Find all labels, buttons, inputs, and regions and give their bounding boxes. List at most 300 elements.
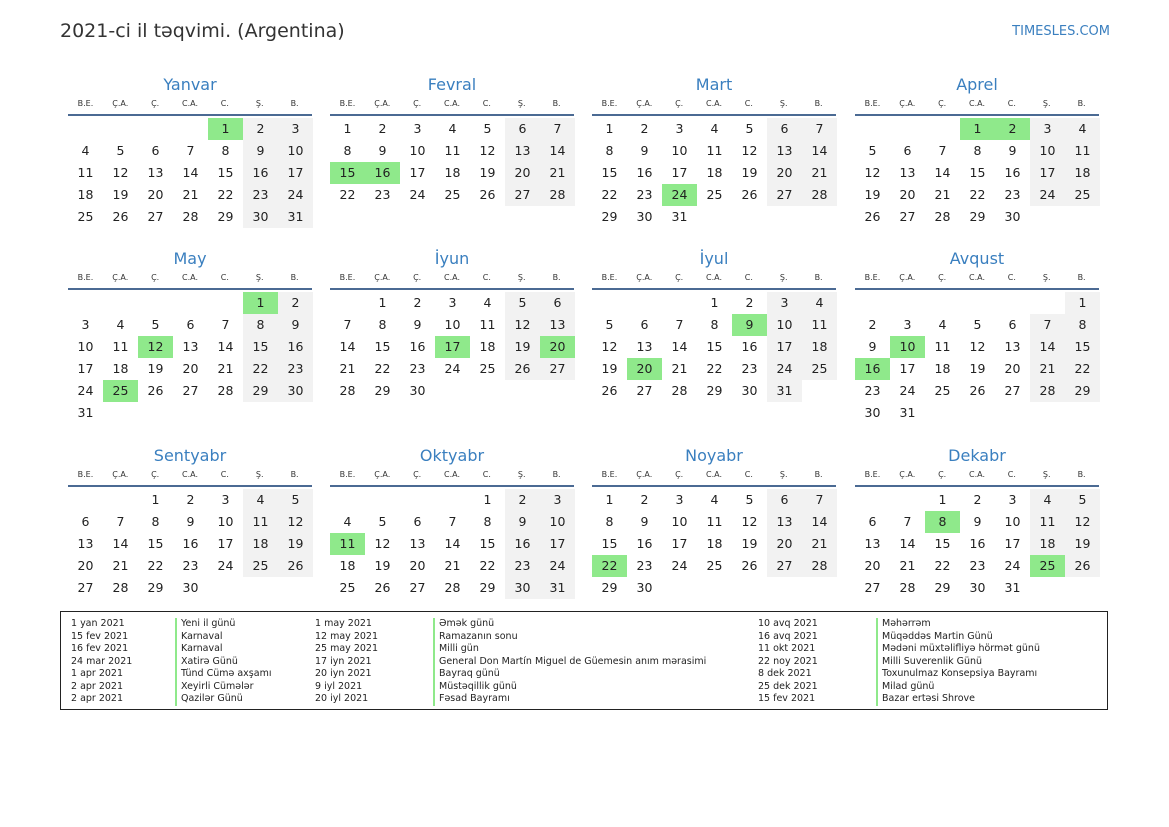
- day-cell[interactable]: 29: [601, 580, 618, 595]
- day-cell[interactable]: 21: [217, 361, 234, 376]
- day-cell[interactable]: 11: [77, 165, 94, 180]
- day-cell[interactable]: 18: [934, 361, 951, 376]
- day-cell[interactable]: 21: [182, 187, 199, 202]
- day-cell[interactable]: 21: [112, 558, 129, 573]
- day-cell[interactable]: 28: [802, 184, 837, 206]
- day-cell[interactable]: 8: [243, 314, 278, 336]
- day-cell[interactable]: 22: [243, 358, 278, 380]
- day-cell[interactable]: 13: [899, 165, 916, 180]
- day-cell[interactable]: 12: [741, 514, 758, 529]
- day-cell[interactable]: 28: [444, 580, 461, 595]
- day-cell[interactable]: 23: [182, 558, 199, 573]
- day-cell[interactable]: 16: [969, 536, 986, 551]
- day-cell[interactable]: 9: [505, 511, 540, 533]
- day-cell[interactable]: 28: [671, 383, 688, 398]
- day-cell[interactable]: 5: [745, 121, 754, 136]
- day-cell[interactable]: 16: [409, 339, 426, 354]
- day-cell[interactable]: 14: [802, 511, 837, 533]
- day-cell[interactable]: 11: [934, 339, 951, 354]
- day-cell[interactable]: 16: [243, 162, 278, 184]
- day-cell[interactable]: 18: [706, 165, 723, 180]
- holiday-day-cell[interactable]: 17: [435, 336, 470, 358]
- day-cell[interactable]: 18: [706, 536, 723, 551]
- day-cell[interactable]: 24: [217, 558, 234, 573]
- day-cell[interactable]: 14: [671, 339, 688, 354]
- day-cell[interactable]: 25: [706, 187, 723, 202]
- day-cell[interactable]: 5: [605, 317, 614, 332]
- day-cell[interactable]: 26: [601, 383, 618, 398]
- day-cell[interactable]: 28: [540, 184, 575, 206]
- day-cell[interactable]: 17: [899, 361, 916, 376]
- day-cell[interactable]: 25: [802, 358, 837, 380]
- day-cell[interactable]: 24: [1004, 558, 1021, 573]
- day-cell[interactable]: 18: [112, 361, 129, 376]
- day-cell[interactable]: 17: [77, 361, 94, 376]
- day-cell[interactable]: 7: [540, 118, 575, 140]
- day-cell[interactable]: 7: [802, 118, 837, 140]
- day-cell[interactable]: 29: [601, 209, 618, 224]
- day-cell[interactable]: 13: [540, 314, 575, 336]
- day-cell[interactable]: 15: [147, 536, 164, 551]
- day-cell[interactable]: 5: [378, 514, 387, 529]
- day-cell[interactable]: 30: [278, 380, 313, 402]
- day-cell[interactable]: 5: [151, 317, 160, 332]
- day-cell[interactable]: 20: [409, 558, 426, 573]
- day-cell[interactable]: 8: [1065, 314, 1100, 336]
- day-cell[interactable]: 3: [81, 317, 90, 332]
- day-cell[interactable]: 14: [1030, 336, 1065, 358]
- holiday-day-cell[interactable]: 11: [330, 533, 365, 555]
- day-cell[interactable]: 10: [77, 339, 94, 354]
- day-cell[interactable]: 29: [706, 383, 723, 398]
- day-cell[interactable]: 22: [969, 187, 986, 202]
- day-cell[interactable]: 28: [899, 580, 916, 595]
- day-cell[interactable]: 10: [540, 511, 575, 533]
- day-cell[interactable]: 23: [969, 558, 986, 573]
- day-cell[interactable]: 3: [675, 121, 684, 136]
- day-cell[interactable]: 12: [505, 314, 540, 336]
- day-cell[interactable]: 13: [1004, 339, 1021, 354]
- day-cell[interactable]: 25: [479, 361, 496, 376]
- day-cell[interactable]: 11: [112, 339, 129, 354]
- day-cell[interactable]: 16: [278, 336, 313, 358]
- day-cell[interactable]: 5: [505, 292, 540, 314]
- day-cell[interactable]: 2: [378, 121, 387, 136]
- day-cell[interactable]: 6: [868, 514, 877, 529]
- day-cell[interactable]: 19: [147, 361, 164, 376]
- day-cell[interactable]: 30: [636, 580, 653, 595]
- day-cell[interactable]: 17: [409, 165, 426, 180]
- day-cell[interactable]: 4: [1065, 118, 1100, 140]
- day-cell[interactable]: 19: [505, 336, 540, 358]
- day-cell[interactable]: 14: [540, 140, 575, 162]
- day-cell[interactable]: 8: [378, 317, 387, 332]
- holiday-day-cell[interactable]: 25: [1030, 555, 1065, 577]
- day-cell[interactable]: 20: [1004, 361, 1021, 376]
- day-cell[interactable]: 2: [413, 295, 422, 310]
- day-cell[interactable]: 3: [540, 489, 575, 511]
- day-cell[interactable]: 15: [243, 336, 278, 358]
- day-cell[interactable]: 11: [802, 314, 837, 336]
- day-cell[interactable]: 30: [182, 580, 199, 595]
- day-cell[interactable]: 8: [483, 514, 492, 529]
- day-cell[interactable]: 2: [973, 492, 982, 507]
- day-cell[interactable]: 23: [505, 555, 540, 577]
- day-cell[interactable]: 20: [864, 558, 881, 573]
- day-cell[interactable]: 10: [1004, 514, 1021, 529]
- day-cell[interactable]: 12: [969, 339, 986, 354]
- day-cell[interactable]: 20: [147, 187, 164, 202]
- day-cell[interactable]: 1: [938, 492, 947, 507]
- day-cell[interactable]: 8: [605, 514, 614, 529]
- day-cell[interactable]: 31: [671, 209, 688, 224]
- day-cell[interactable]: 8: [343, 143, 352, 158]
- day-cell[interactable]: 2: [745, 295, 754, 310]
- day-cell[interactable]: 31: [1004, 580, 1021, 595]
- day-cell[interactable]: 26: [741, 558, 758, 573]
- day-cell[interactable]: 5: [868, 143, 877, 158]
- day-cell[interactable]: 3: [278, 118, 313, 140]
- day-cell[interactable]: 20: [767, 533, 802, 555]
- day-cell[interactable]: 21: [1030, 358, 1065, 380]
- day-cell[interactable]: 2: [505, 489, 540, 511]
- day-cell[interactable]: 21: [671, 361, 688, 376]
- day-cell[interactable]: 8: [710, 317, 719, 332]
- day-cell[interactable]: 15: [934, 536, 951, 551]
- day-cell[interactable]: 17: [1030, 162, 1065, 184]
- day-cell[interactable]: 9: [243, 140, 278, 162]
- day-cell[interactable]: 9: [378, 143, 387, 158]
- day-cell[interactable]: 13: [77, 536, 94, 551]
- day-cell[interactable]: 30: [409, 383, 426, 398]
- day-cell[interactable]: 11: [706, 514, 723, 529]
- day-cell[interactable]: 5: [973, 317, 982, 332]
- day-cell[interactable]: 6: [413, 514, 422, 529]
- day-cell[interactable]: 30: [243, 206, 278, 228]
- day-cell[interactable]: 31: [767, 380, 802, 402]
- day-cell[interactable]: 4: [710, 492, 719, 507]
- day-cell[interactable]: 27: [1004, 383, 1021, 398]
- day-cell[interactable]: 9: [868, 339, 877, 354]
- day-cell[interactable]: 20: [505, 162, 540, 184]
- day-cell[interactable]: 30: [741, 383, 758, 398]
- day-cell[interactable]: 13: [767, 140, 802, 162]
- day-cell[interactable]: 10: [444, 317, 461, 332]
- holiday-day-cell[interactable]: 20: [540, 336, 575, 358]
- day-cell[interactable]: 2: [868, 317, 877, 332]
- day-cell[interactable]: 26: [505, 358, 540, 380]
- day-cell[interactable]: 4: [1030, 489, 1065, 511]
- day-cell[interactable]: 15: [601, 165, 618, 180]
- day-cell[interactable]: 23: [409, 361, 426, 376]
- day-cell[interactable]: 7: [903, 514, 912, 529]
- day-cell[interactable]: 21: [339, 361, 356, 376]
- day-cell[interactable]: 20: [182, 361, 199, 376]
- day-cell[interactable]: 7: [448, 514, 457, 529]
- day-cell[interactable]: 30: [636, 209, 653, 224]
- day-cell[interactable]: 23: [636, 558, 653, 573]
- day-cell[interactable]: 15: [1065, 336, 1100, 358]
- day-cell[interactable]: 27: [864, 580, 881, 595]
- day-cell[interactable]: 28: [182, 209, 199, 224]
- day-cell[interactable]: 3: [413, 121, 422, 136]
- day-cell[interactable]: 24: [899, 383, 916, 398]
- day-cell[interactable]: 1: [710, 295, 719, 310]
- day-cell[interactable]: 27: [899, 209, 916, 224]
- day-cell[interactable]: 5: [745, 492, 754, 507]
- day-cell[interactable]: 29: [1065, 380, 1100, 402]
- day-cell[interactable]: 14: [182, 165, 199, 180]
- day-cell[interactable]: 23: [864, 383, 881, 398]
- day-cell[interactable]: 31: [77, 405, 94, 420]
- day-cell[interactable]: 15: [969, 165, 986, 180]
- day-cell[interactable]: 3: [1008, 492, 1017, 507]
- day-cell[interactable]: 21: [899, 558, 916, 573]
- day-cell[interactable]: 27: [182, 383, 199, 398]
- day-cell[interactable]: 31: [899, 405, 916, 420]
- day-cell[interactable]: 4: [802, 292, 837, 314]
- day-cell[interactable]: 19: [741, 536, 758, 551]
- day-cell[interactable]: 2: [278, 292, 313, 314]
- day-cell[interactable]: 24: [77, 383, 94, 398]
- day-cell[interactable]: 24: [444, 361, 461, 376]
- day-cell[interactable]: 13: [636, 339, 653, 354]
- day-cell[interactable]: 29: [243, 380, 278, 402]
- day-cell[interactable]: 25: [77, 209, 94, 224]
- day-cell[interactable]: 22: [706, 361, 723, 376]
- day-cell[interactable]: 20: [77, 558, 94, 573]
- day-cell[interactable]: 29: [479, 580, 496, 595]
- day-cell[interactable]: 24: [278, 184, 313, 206]
- day-cell[interactable]: 19: [741, 165, 758, 180]
- holiday-day-cell[interactable]: 2: [995, 118, 1030, 140]
- day-cell[interactable]: 25: [706, 558, 723, 573]
- holiday-day-cell[interactable]: 1: [208, 118, 243, 140]
- day-cell[interactable]: 24: [409, 187, 426, 202]
- day-cell[interactable]: 16: [1004, 165, 1021, 180]
- day-cell[interactable]: 21: [802, 162, 837, 184]
- day-cell[interactable]: 7: [1030, 314, 1065, 336]
- holiday-day-cell[interactable]: 8: [925, 511, 960, 533]
- day-cell[interactable]: 1: [1065, 292, 1100, 314]
- day-cell[interactable]: 30: [1004, 209, 1021, 224]
- day-cell[interactable]: 4: [81, 143, 90, 158]
- day-cell[interactable]: 24: [1030, 184, 1065, 206]
- day-cell[interactable]: 12: [479, 143, 496, 158]
- day-cell[interactable]: 3: [675, 492, 684, 507]
- day-cell[interactable]: 22: [339, 187, 356, 202]
- day-cell[interactable]: 28: [217, 383, 234, 398]
- day-cell[interactable]: 22: [374, 361, 391, 376]
- day-cell[interactable]: 13: [864, 536, 881, 551]
- day-cell[interactable]: 2: [640, 492, 649, 507]
- day-cell[interactable]: 27: [636, 383, 653, 398]
- day-cell[interactable]: 18: [339, 558, 356, 573]
- day-cell[interactable]: 4: [116, 317, 125, 332]
- day-cell[interactable]: 26: [374, 580, 391, 595]
- day-cell[interactable]: 15: [706, 339, 723, 354]
- day-cell[interactable]: 1: [151, 492, 160, 507]
- day-cell[interactable]: 14: [934, 165, 951, 180]
- day-cell[interactable]: 17: [1004, 536, 1021, 551]
- day-cell[interactable]: 6: [1008, 317, 1017, 332]
- day-cell[interactable]: 18: [1030, 533, 1065, 555]
- day-cell[interactable]: 26: [278, 555, 313, 577]
- day-cell[interactable]: 20: [767, 162, 802, 184]
- day-cell[interactable]: 9: [1008, 143, 1017, 158]
- day-cell[interactable]: 25: [1065, 184, 1100, 206]
- holiday-day-cell[interactable]: 22: [592, 555, 627, 577]
- day-cell[interactable]: 23: [243, 184, 278, 206]
- day-cell[interactable]: 14: [339, 339, 356, 354]
- day-cell[interactable]: 30: [864, 405, 881, 420]
- day-cell[interactable]: 15: [217, 165, 234, 180]
- day-cell[interactable]: 22: [479, 558, 496, 573]
- day-cell[interactable]: 6: [151, 143, 160, 158]
- day-cell[interactable]: 3: [1030, 118, 1065, 140]
- day-cell[interactable]: 1: [378, 295, 387, 310]
- day-cell[interactable]: 17: [278, 162, 313, 184]
- day-cell[interactable]: 14: [802, 140, 837, 162]
- day-cell[interactable]: 15: [479, 536, 496, 551]
- day-cell[interactable]: 12: [112, 165, 129, 180]
- day-cell[interactable]: 14: [112, 536, 129, 551]
- day-cell[interactable]: 4: [243, 489, 278, 511]
- day-cell[interactable]: 24: [671, 558, 688, 573]
- day-cell[interactable]: 17: [540, 533, 575, 555]
- day-cell[interactable]: 16: [505, 533, 540, 555]
- day-cell[interactable]: 18: [479, 339, 496, 354]
- day-cell[interactable]: 7: [221, 317, 230, 332]
- day-cell[interactable]: 15: [374, 339, 391, 354]
- day-cell[interactable]: 1: [605, 492, 614, 507]
- day-cell[interactable]: 18: [444, 165, 461, 180]
- day-cell[interactable]: 7: [675, 317, 684, 332]
- day-cell[interactable]: 11: [1065, 140, 1100, 162]
- day-cell[interactable]: 9: [640, 514, 649, 529]
- day-cell[interactable]: 1: [605, 121, 614, 136]
- day-cell[interactable]: 31: [278, 206, 313, 228]
- day-cell[interactable]: 4: [343, 514, 352, 529]
- day-cell[interactable]: 26: [864, 209, 881, 224]
- day-cell[interactable]: 23: [741, 361, 758, 376]
- day-cell[interactable]: 12: [601, 339, 618, 354]
- day-cell[interactable]: 6: [540, 292, 575, 314]
- day-cell[interactable]: 25: [934, 383, 951, 398]
- day-cell[interactable]: 22: [217, 187, 234, 202]
- day-cell[interactable]: 30: [505, 577, 540, 599]
- day-cell[interactable]: 12: [741, 143, 758, 158]
- day-cell[interactable]: 14: [217, 339, 234, 354]
- day-cell[interactable]: 26: [741, 187, 758, 202]
- day-cell[interactable]: 26: [147, 383, 164, 398]
- day-cell[interactable]: 6: [81, 514, 90, 529]
- day-cell[interactable]: 2: [640, 121, 649, 136]
- day-cell[interactable]: 15: [601, 536, 618, 551]
- day-cell[interactable]: 17: [767, 336, 802, 358]
- day-cell[interactable]: 19: [374, 558, 391, 573]
- day-cell[interactable]: 11: [444, 143, 461, 158]
- day-cell[interactable]: 26: [112, 209, 129, 224]
- day-cell[interactable]: 11: [479, 317, 496, 332]
- day-cell[interactable]: 23: [278, 358, 313, 380]
- day-cell[interactable]: 3: [221, 492, 230, 507]
- day-cell[interactable]: 6: [186, 317, 195, 332]
- day-cell[interactable]: 9: [640, 143, 649, 158]
- day-cell[interactable]: 4: [448, 121, 457, 136]
- day-cell[interactable]: 31: [540, 577, 575, 599]
- day-cell[interactable]: 8: [151, 514, 160, 529]
- day-cell[interactable]: 3: [767, 292, 802, 314]
- day-cell[interactable]: 27: [767, 555, 802, 577]
- day-cell[interactable]: 18: [802, 336, 837, 358]
- day-cell[interactable]: 27: [77, 580, 94, 595]
- day-cell[interactable]: 6: [640, 317, 649, 332]
- day-cell[interactable]: 7: [186, 143, 195, 158]
- day-cell[interactable]: 2: [186, 492, 195, 507]
- day-cell[interactable]: 17: [671, 536, 688, 551]
- day-cell[interactable]: 12: [1065, 511, 1100, 533]
- day-cell[interactable]: 10: [409, 143, 426, 158]
- day-cell[interactable]: 21: [802, 533, 837, 555]
- day-cell[interactable]: 6: [505, 118, 540, 140]
- day-cell[interactable]: 18: [243, 533, 278, 555]
- day-cell[interactable]: 21: [540, 162, 575, 184]
- day-cell[interactable]: 26: [1065, 555, 1100, 577]
- day-cell[interactable]: 28: [339, 383, 356, 398]
- day-cell[interactable]: 13: [505, 140, 540, 162]
- day-cell[interactable]: 10: [1030, 140, 1065, 162]
- day-cell[interactable]: 7: [802, 489, 837, 511]
- day-cell[interactable]: 5: [483, 121, 492, 136]
- day-cell[interactable]: 11: [243, 511, 278, 533]
- holiday-day-cell[interactable]: 15: [330, 162, 365, 184]
- day-cell[interactable]: 19: [112, 187, 129, 202]
- day-cell[interactable]: 12: [278, 511, 313, 533]
- day-cell[interactable]: 10: [671, 514, 688, 529]
- day-cell[interactable]: 30: [969, 580, 986, 595]
- day-cell[interactable]: 13: [182, 339, 199, 354]
- day-cell[interactable]: 27: [540, 358, 575, 380]
- day-cell[interactable]: 5: [1065, 489, 1100, 511]
- day-cell[interactable]: 27: [409, 580, 426, 595]
- day-cell[interactable]: 13: [147, 165, 164, 180]
- day-cell[interactable]: 18: [77, 187, 94, 202]
- day-cell[interactable]: 29: [934, 580, 951, 595]
- day-cell[interactable]: 7: [938, 143, 947, 158]
- day-cell[interactable]: 18: [1065, 162, 1100, 184]
- holiday-day-cell[interactable]: 25: [103, 380, 138, 402]
- day-cell[interactable]: 21: [444, 558, 461, 573]
- day-cell[interactable]: 1: [483, 492, 492, 507]
- holiday-day-cell[interactable]: 12: [138, 336, 173, 358]
- holiday-day-cell[interactable]: 9: [732, 314, 767, 336]
- holiday-day-cell[interactable]: 16: [365, 162, 400, 184]
- day-cell[interactable]: 3: [903, 317, 912, 332]
- day-cell[interactable]: 26: [969, 383, 986, 398]
- holiday-day-cell[interactable]: 1: [960, 118, 995, 140]
- day-cell[interactable]: 29: [217, 209, 234, 224]
- day-cell[interactable]: 13: [767, 511, 802, 533]
- day-cell[interactable]: 8: [221, 143, 230, 158]
- holiday-day-cell[interactable]: 10: [890, 336, 925, 358]
- holiday-day-cell[interactable]: 1: [243, 292, 278, 314]
- day-cell[interactable]: 6: [767, 489, 802, 511]
- day-cell[interactable]: 7: [343, 317, 352, 332]
- day-cell[interactable]: 28: [802, 555, 837, 577]
- day-cell[interactable]: 4: [483, 295, 492, 310]
- day-cell[interactable]: 7: [116, 514, 125, 529]
